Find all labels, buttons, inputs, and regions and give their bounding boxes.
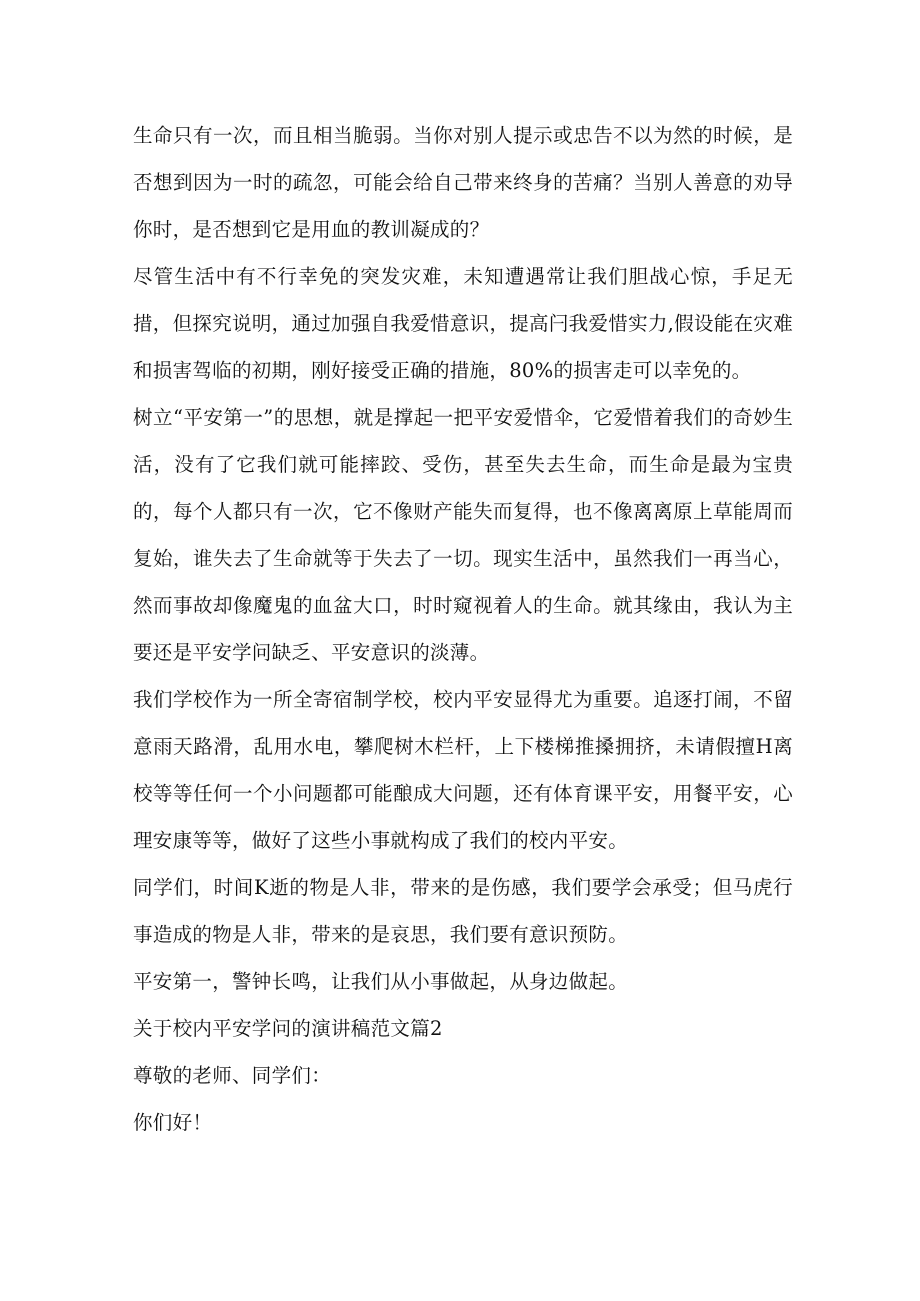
document-body — [133, 112, 793, 1146]
paragraph-6: 平安第一，警钟长鸣，让我们从小事做起，从身边做起。 — [133, 970, 629, 993]
paragraph-3: 树立“平安第一”的思想，就是撑起一把平安爱惜伞，它爱惜着我们的奇妙生活，没有了它我们就可能摔跤、受伤，甚至失去生命，而生命是最为宝贵的，每个人都只有一次，它不像财产能失而复得，也不像离离原上草能周而复始，谁失去了生命就等于失去了一切。现实生活中，虽然我们一再当心，然而事故却像魔鬼的血盆大口，时时窥视着人的生命。就其缘由，我认为主要还是平安学问缺乏、平安意识的淡薄。 — [133, 406, 793, 664]
salutation: 尊敬的老师、同学们： — [133, 1064, 332, 1087]
paragraph-5: 同学们，时间K逝的物是人非，带来的是伤感，我们要学会承受；但马虎行事造成的物是人非，带来的是哀思，我们要有意识预防。 — [133, 876, 793, 946]
section-heading: 关于校内平安学问的演讲稿范文篇2 — [133, 1017, 443, 1040]
paragraph-1: 生命只有一次，而且相当脆弱。当你对别人提示或忠告不以为然的时候，是否想到因为一时的疏忽，可能会给自己带来终身的苦痛？当别人善意的劝导你时，是否想到它是用血的教训凝成的？ — [133, 124, 793, 241]
greeting: 你们好！ — [133, 1111, 213, 1134]
paragraph-4: 我们学校作为一所全寄宿制学校，校内平安显得尤为重要。追逐打闹，不留意雨天路滑，乱用水电，攀爬树木栏杆，上下楼梯推搡拥挤，未请假擅H离校等等任何一个小问题都可能酿成大问题，还有体育课平安，用餐平安，心理安康等等，做好了这些小事就构成了我们的校内平安。 — [133, 688, 793, 852]
paragraph-2: 尽管生活中有不行幸免的突发灾难，未知遭遇常让我们胆战心惊，手足无措，但探究说明，通过加强自我爱惜意识，提高闩我爱惜实力,假设能在灾难和损害驾临的初期，刚好接受正确的措施，80%的损害走可以幸免的。 — [133, 265, 793, 382]
